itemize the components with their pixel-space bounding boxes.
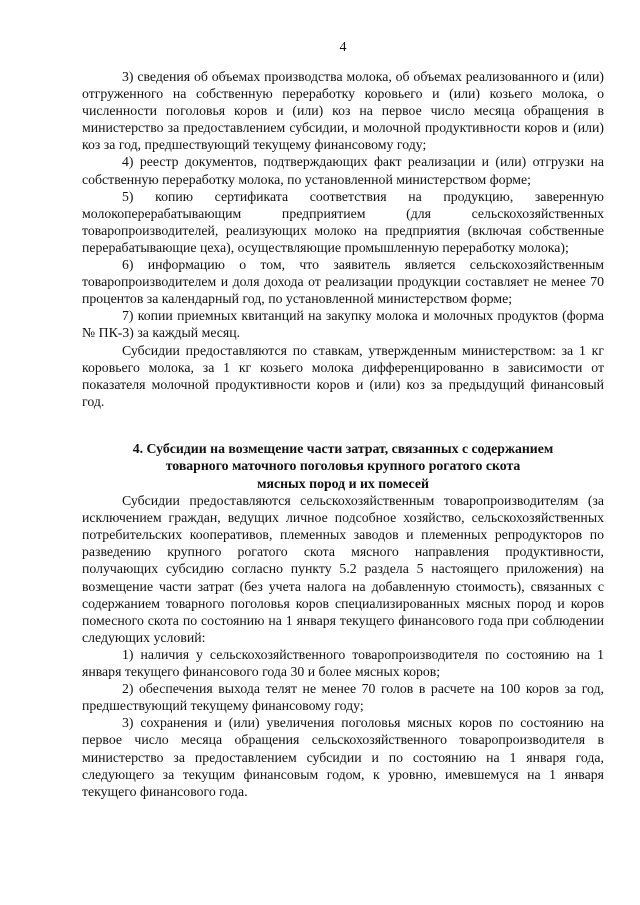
list-item-7: 7) копии приемных квитанций на закупку молока и молочных продуктов (форма № ПК-3) за каждый месяц. [82,308,604,341]
section-intro-paragraph: Субсидии предоставляются сельскохозяйственным товаропроизводителям (за исключением граждан, ведущих личное подсобное хозяйство, сельскохозяйственных потребительских кооперативов, племенных заводов и племенных репродукторов по разведению крупного рогатого скота мясного направления продуктивности, получающих субсидию согласно пункту 5.2 раздела 5 настоящего приложения) на возмещение части затрат (без учета налога на добавленную стоимость), связанных с содержанием товарного поголовья коров специализированных мясных пород и коров помесного скота по состоянию на 1 января текущего финансового года при соблюдении следующих условий: [82,493,604,645]
section-heading-line-3: мясных пород и их помесей [257,475,429,491]
rates-paragraph: Субсидии предоставляются по ставкам, утвержденным министерством: за 1 кг коровьего молока, за 1 кг козьего молока дифференцированно в зависимости от показателя молочной продуктивности коров и (или) коз за предыдущий финансовый год. [82,342,604,409]
page-number: 4 [339,40,347,55]
list-item-4: 4) реестр документов, подтверждающих факт реализации и (или) отгрузки на собственную переработку молока, по установленной министерством форме; [82,154,604,187]
section-gap [82,410,604,440]
list-item-3: 3) сведения об объемах производства молока, об объемах реализованного и (или) отгруженного на собственную переработку коровьего и (или) козьего молока, о численности поголовья коров и (или) коз на первое число месяца обращения в министерство за предоставлением субсидии, и молочной продуктивности коров и (или) коз за год, предшествующий текущему финансовому году; [82,69,604,153]
condition-item-3: 3) сохранения и (или) увеличения поголовья мясных коров по состоянию на первое число месяца обращения сельскохозяйственного товаропроизводителя в министерство за предоставлением субсидии и по состоянию на 1 января года, следующего за текущим финансовым годом, к уровню, имевшемуся на 1 января текущего финансового года. [82,715,604,799]
list-item-6: 6) информацию о том, что заявитель является сельскохозяйственным товаропроизводителем и доля дохода от реализации продукции составляет не менее 70 процентов за календарный год, по установленной министерством форме; [82,257,604,307]
section-heading-line-2: товарного маточного поголовья крупного рогатого скота [165,458,521,474]
condition-item-1: 1) наличия у сельскохозяйственного товаропроизводителя по состоянию на 1 января текущего финансового года 30 и более мясных коров; [82,646,604,680]
section-heading [82,440,604,492]
condition-item-2: 2) обеспечения выхода телят не менее 70 голов в расчете на 100 коров за год, предшествующий текущему финансовому году; [82,681,604,714]
list-item-5: 5) копию сертификата соответствия на продукцию, заверенную молокоперерабатывающим предприятием (для сельскохозяйственных товаропроизводителей, реализующих молоко на предприятия (включая собственные перерабатывающие цеха), осуществляющие промышленную переработку молока); [82,188,604,255]
section-heading-line-1: 4. Субсидии на возмещение части затрат, связанных с содержанием [132,440,554,456]
